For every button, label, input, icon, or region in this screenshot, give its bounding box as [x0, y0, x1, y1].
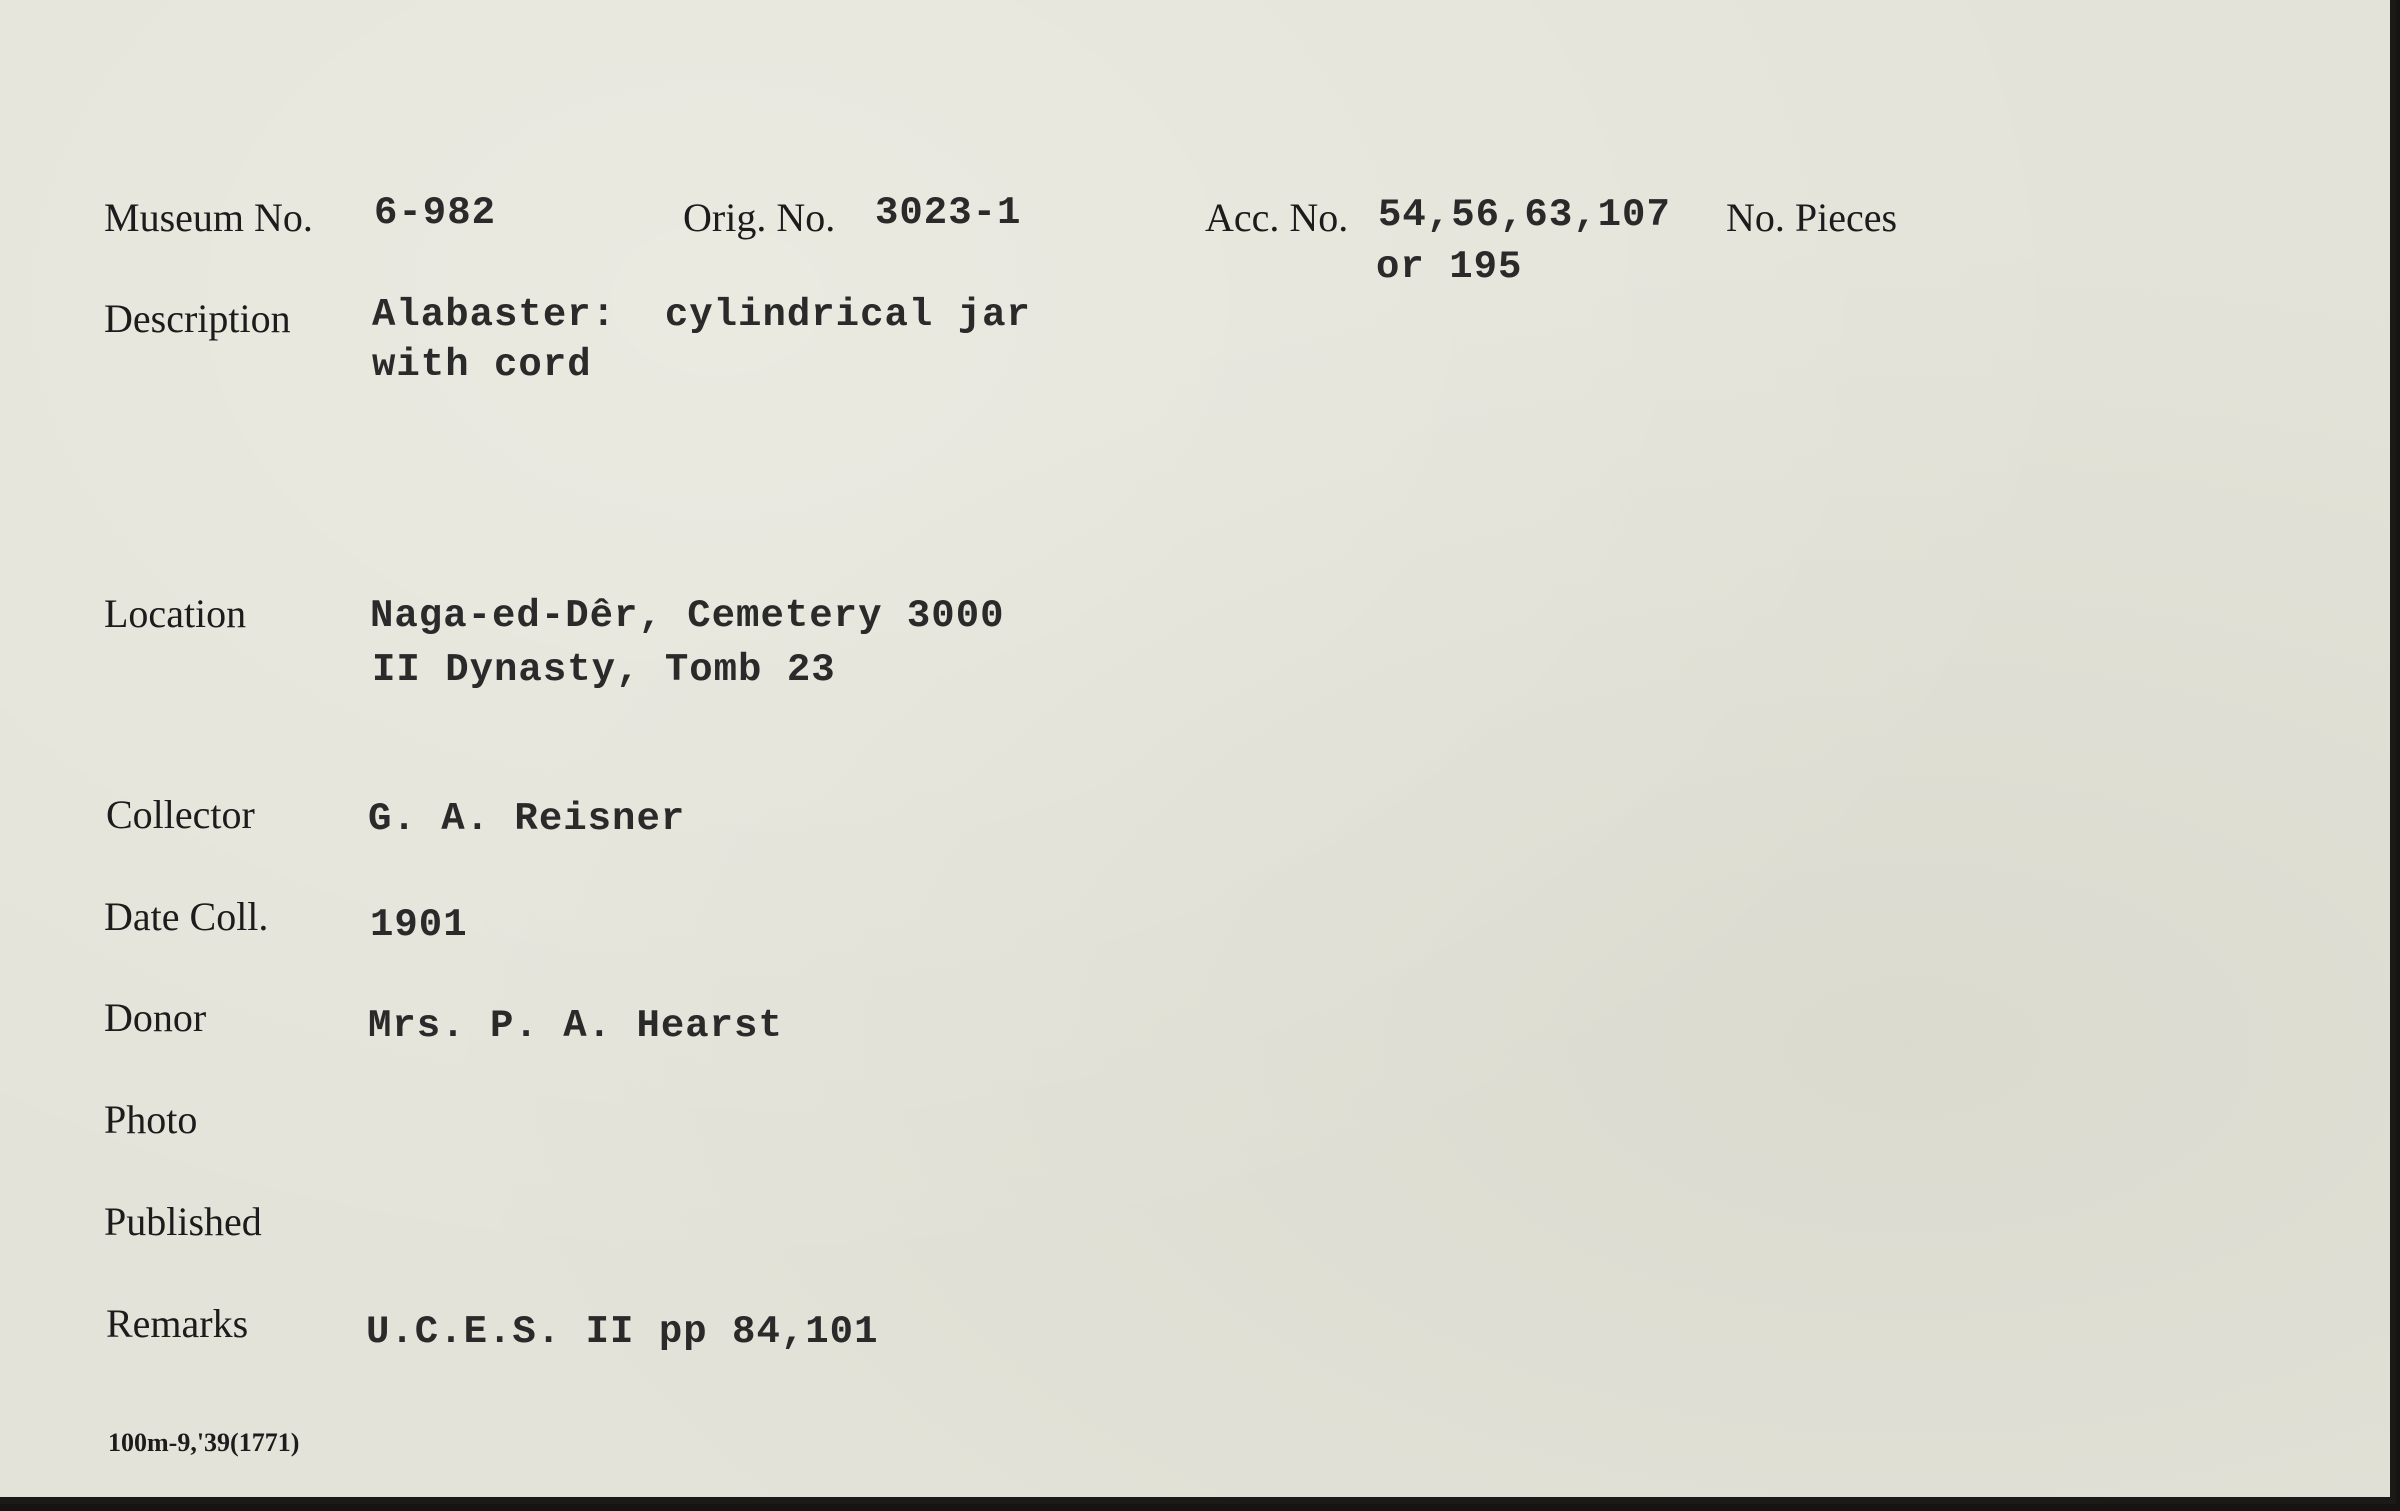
museum-no-value: 6-982	[374, 191, 497, 235]
location-line1: Naga-ed-Dêr, Cemetery 3000	[370, 594, 1005, 638]
date-coll-label: Date Coll.	[104, 894, 269, 939]
published-label: Published	[104, 1199, 262, 1244]
acc-no-label: Acc. No.	[1205, 195, 1349, 240]
donor-label: Donor	[104, 995, 207, 1040]
date-coll-value: 1901	[370, 903, 468, 947]
museum-no-label: Museum No.	[104, 195, 313, 240]
collector-label: Collector	[106, 792, 255, 837]
orig-no-label: Orig. No.	[683, 195, 836, 240]
no-pieces-label: No. Pieces	[1726, 195, 1898, 240]
remarks-label: Remarks	[106, 1301, 249, 1346]
description-line2: with cord	[372, 343, 592, 387]
acc-no-value-line1: 54,56,63,107	[1378, 193, 1671, 237]
description-line1: Alabaster: cylindrical jar	[372, 293, 1031, 337]
collector-value: G. A. Reisner	[368, 797, 686, 841]
location-line2: II Dynasty, Tomb 23	[372, 648, 836, 692]
print-code: 100m-9,'39(1771)	[108, 1428, 300, 1457]
orig-no-value: 3023-1	[875, 191, 1022, 235]
description-label: Description	[104, 296, 291, 341]
donor-value: Mrs. P. A. Hearst	[368, 1004, 783, 1048]
location-label: Location	[104, 591, 247, 636]
photo-label: Photo	[104, 1097, 198, 1142]
remarks-value: U.C.E.S. II pp 84,101	[366, 1310, 879, 1354]
acc-no-value-line2: or 195	[1376, 245, 1523, 289]
